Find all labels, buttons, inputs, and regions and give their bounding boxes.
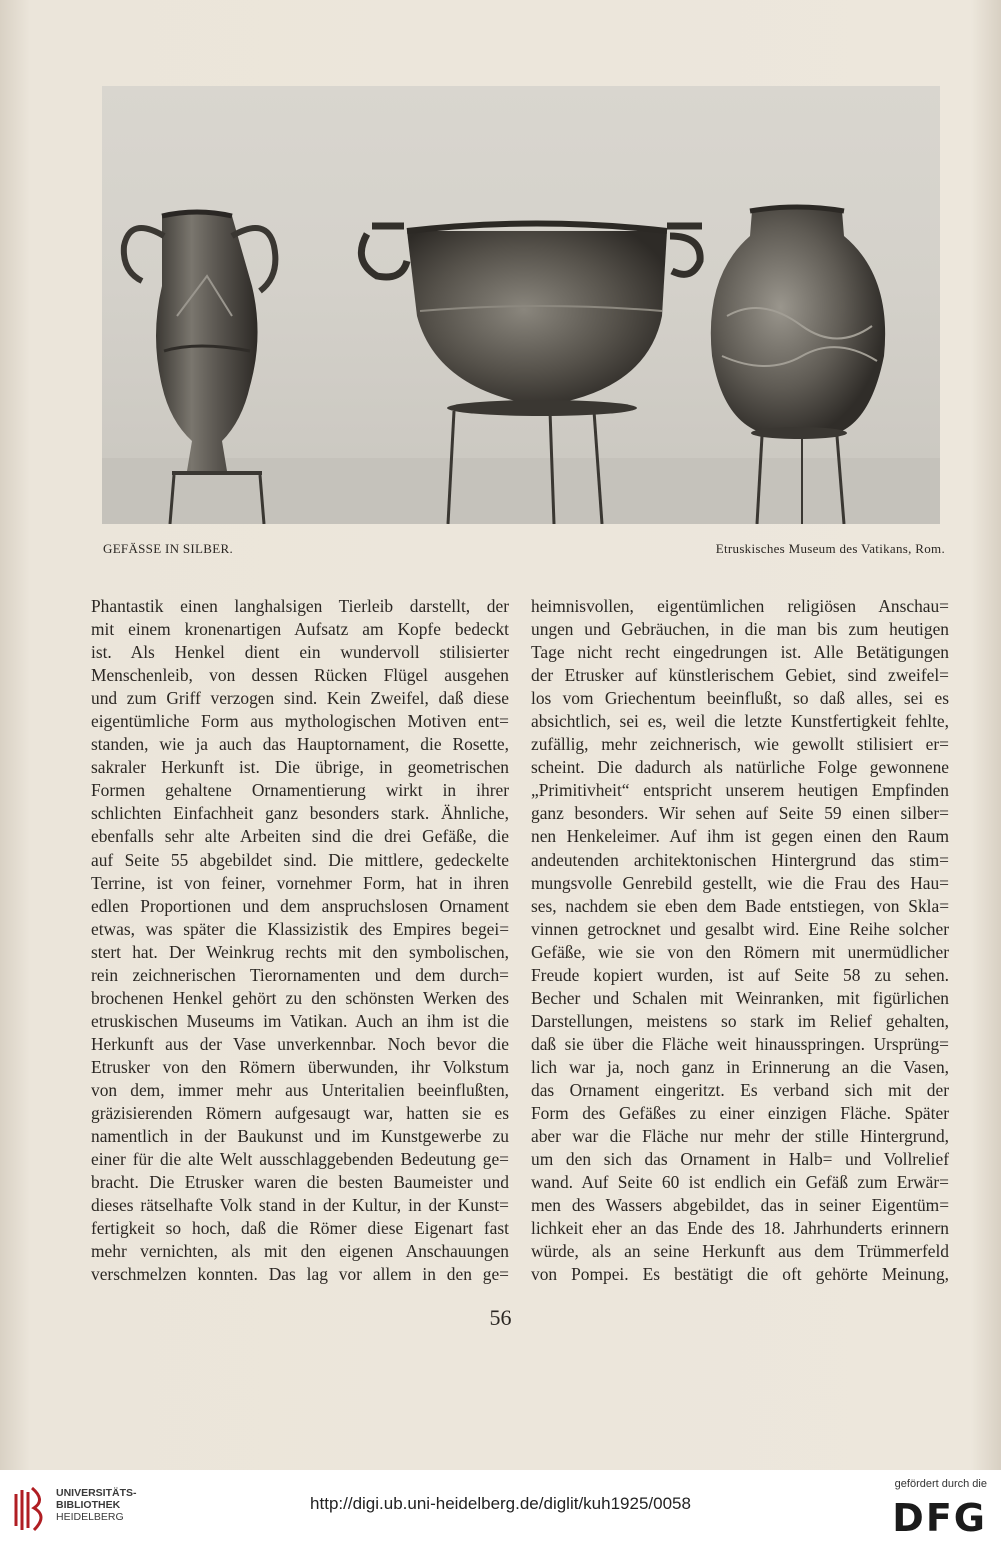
text-line: edlen Proportionen und dem anspruchslosen Ornament bbox=[91, 895, 509, 916]
text-line: lichkeit eher an das Ende des 18. Jahrhunderts erinnern bbox=[531, 1218, 949, 1239]
text-line: schlichten Einfachheit ganz besonders stark. Ähnliche, bbox=[91, 803, 509, 824]
text-line: Becher und Schalen mit Weinranken, mit figürlichen bbox=[531, 987, 949, 1008]
text-line: einer für die alte Welt ausschlaggebenden Bedeutung ge= bbox=[91, 1149, 509, 1170]
text-line: und zum Griff verzogen sind. Kein Zweifel, daß diese bbox=[91, 688, 509, 709]
library-name-line: BIBLIOTHEK bbox=[56, 1499, 121, 1511]
text-line: andeutenden architektonischen Hintergrund das stim= bbox=[531, 849, 949, 870]
text-line: verschmelzen konnten. Das lag vor allem in den ge= bbox=[91, 1264, 509, 1285]
figure-caption-title: GEFÄSSE IN SILBER. bbox=[103, 541, 233, 556]
text-line: Tage nicht recht eingedrungen ist. Alle Betätigungen bbox=[531, 642, 949, 663]
text-line: heimnisvollen, eigentümlichen religiösen Anschau= bbox=[531, 596, 949, 616]
text-line: würde, als an seine Herkunft aus dem Trümmerfeld bbox=[531, 1241, 949, 1262]
text-line: wand. Auf Seite 60 ist endlich ein Gefäß zum Erwär= bbox=[531, 1172, 949, 1193]
text-line: auf Seite 55 abgebildet sind. Die mittlere, gedeckelte bbox=[91, 849, 509, 870]
text-line: Freude kopiert wurden, ist auf Seite 58 zu sehen. bbox=[531, 964, 949, 985]
text-column-right bbox=[531, 595, 949, 1286]
text-column-left bbox=[91, 595, 509, 1286]
text-line: stert hat. Der Weinkrug rechts mit den symbolischen, bbox=[91, 941, 509, 962]
text-line: brochenen Henkel gehört zu den schönsten Werken des bbox=[91, 987, 509, 1008]
library-name-line: UNIVERSITÄTS- bbox=[56, 1487, 137, 1499]
text-line: Terrine, ist von feiner, vornehmer Form, hat in ihren bbox=[91, 872, 509, 893]
text-line: ist. Als Henkel dient ein wundervoll stilisierter bbox=[91, 642, 509, 663]
text-line: ses, nachdem sie eben dem Bade entstiegen, von Skla= bbox=[531, 895, 949, 916]
text-line: los vom Griechentum beeinflußt, so daß alles, sei es bbox=[531, 688, 949, 709]
dfg-logo: DFG bbox=[892, 1496, 987, 1540]
text-line: lich war ja, noch ganz in Erinnerung an die Vasen, bbox=[531, 1056, 949, 1077]
text-line: standen, wie ja auch das Hauptornament, die Rosette, bbox=[91, 734, 509, 755]
text-line: scheint. Die dadurch als natürliche Folge gewonnene bbox=[531, 757, 949, 778]
text-line: fertigkeit so hoch, daß die Römer diese Eigenart fast bbox=[91, 1218, 509, 1239]
text-line: ganz besonders. Wir sehen auf Seite 59 einen silber= bbox=[531, 803, 949, 824]
permalink-url[interactable]: http://digi.ub.uni-heidelberg.de/diglit/kuh1925/0058 bbox=[310, 1494, 691, 1513]
text-line: Form des Gefäßes zu einer einzigen Fläche. Später bbox=[531, 1103, 949, 1124]
text-line: ungen und Gebräuchen, in die man bis zum heutigen bbox=[531, 619, 949, 640]
text-line: Gefäße, wie sie von den Römern mit unermüdlicher bbox=[531, 941, 949, 962]
page-number: 56 bbox=[489, 1305, 512, 1330]
text-line: der Etrusker auf künstlerischem Gebiet, sind zweifel= bbox=[531, 665, 949, 686]
funding-note: gefördert durch die bbox=[894, 1478, 987, 1490]
text-line: bracht. Die Etrusker waren die besten Baumeister und bbox=[91, 1172, 509, 1193]
text-line: Menschenleib, von dessen Rücken Flügel ausgehen bbox=[91, 665, 509, 686]
text-line: etwas, was später die Klassizistik des Empires begei= bbox=[91, 918, 509, 939]
text-line: Darstellungen, meistens so stark im Relief gehalten, bbox=[531, 1010, 949, 1031]
text-line: etruskischen Museums im Vatikan. Auch an ihm ist die bbox=[91, 1010, 509, 1031]
text-line: nen Henkeleimer. Auf ihm ist gegen einen den Raum bbox=[531, 826, 949, 847]
text-line: ebenfalls sehr alte Arbeiten sind die drei Gefäße, die bbox=[91, 826, 509, 847]
text-line: daß sie über die Fläche weit hinausspringen. Ursprüng= bbox=[531, 1033, 949, 1054]
photograph-silver-vessels bbox=[102, 86, 940, 524]
text-line: namentlich in der Baukunst und im Kunstgewerbe zu bbox=[91, 1126, 509, 1147]
figure-caption-source: Etruskisches Museum des Vatikans, Rom. bbox=[715, 541, 945, 556]
text-line: Herkunft aus der Vase unverkennbar. Noch bevor die bbox=[91, 1033, 509, 1054]
text-line: das Ornament eingeritzt. Es verband sich mit der bbox=[531, 1079, 949, 1100]
text-line: Etrusker von den Römern überwunden, ihr Volkstum bbox=[91, 1056, 509, 1077]
text-line: eigentümliche Form aus mythologischen Motiven ent= bbox=[91, 711, 509, 732]
text-line: sakraler Herkunft ist. Die übrige, in geometrischen bbox=[91, 757, 509, 778]
text-line: von Pompei. Es bestätigt die oft gehörte Meinung, bbox=[531, 1264, 949, 1285]
library-name-line: HEIDELBERG bbox=[56, 1511, 124, 1523]
text-line: gräzisierenden Römern aufgesaugt war, hatten sie es bbox=[91, 1103, 509, 1124]
text-line: von dem, immer mehr aus Unteritalien beeinflußten, bbox=[91, 1079, 509, 1100]
text-line: mit einem kronenartigen Aufsatz am Kopfe bedeckt bbox=[91, 619, 509, 640]
text-line: vinnen getrocknet und gesalbt wird. Eine Reihe solcher bbox=[531, 918, 949, 939]
text-line: mungsvolle Genrebild gestellt, wie die Frau des Hau= bbox=[531, 872, 949, 893]
footer-bar bbox=[0, 1470, 1001, 1544]
text-line: mehr vernichten, als mit den eigenen Anschauungen bbox=[91, 1241, 509, 1262]
text-line: „Primitivheit“ entspricht unserem heutigen Empfinden bbox=[531, 780, 949, 801]
text-line: dieses rätselhafte Volk stand in der Kultur, in der Kunst= bbox=[91, 1195, 509, 1216]
text-line: men des Wassers abgebildet, das in seiner Eigentüm= bbox=[531, 1195, 949, 1216]
text-line: aber war die Fläche nur mehr der stille Hintergrund, bbox=[531, 1126, 949, 1147]
text-line: um den sich das Ornament in Halb= und Vollrelief bbox=[531, 1149, 949, 1170]
text-line: Formen gehaltene Ornamentierung wirkt in ihrer bbox=[91, 780, 509, 801]
text-line: rein zeichnerischen Tierornamenten und dem durch= bbox=[91, 964, 509, 985]
text-line: absichtlich, sei es, weil die letzte Kunstfertigkeit fehlte, bbox=[531, 711, 949, 732]
text-line: zufällig, mehr zeichnerisch, wie gewollt stilisiert er= bbox=[531, 734, 949, 755]
text-line: Phantastik einen langhalsigen Tierleib darstellt, der bbox=[91, 596, 509, 616]
